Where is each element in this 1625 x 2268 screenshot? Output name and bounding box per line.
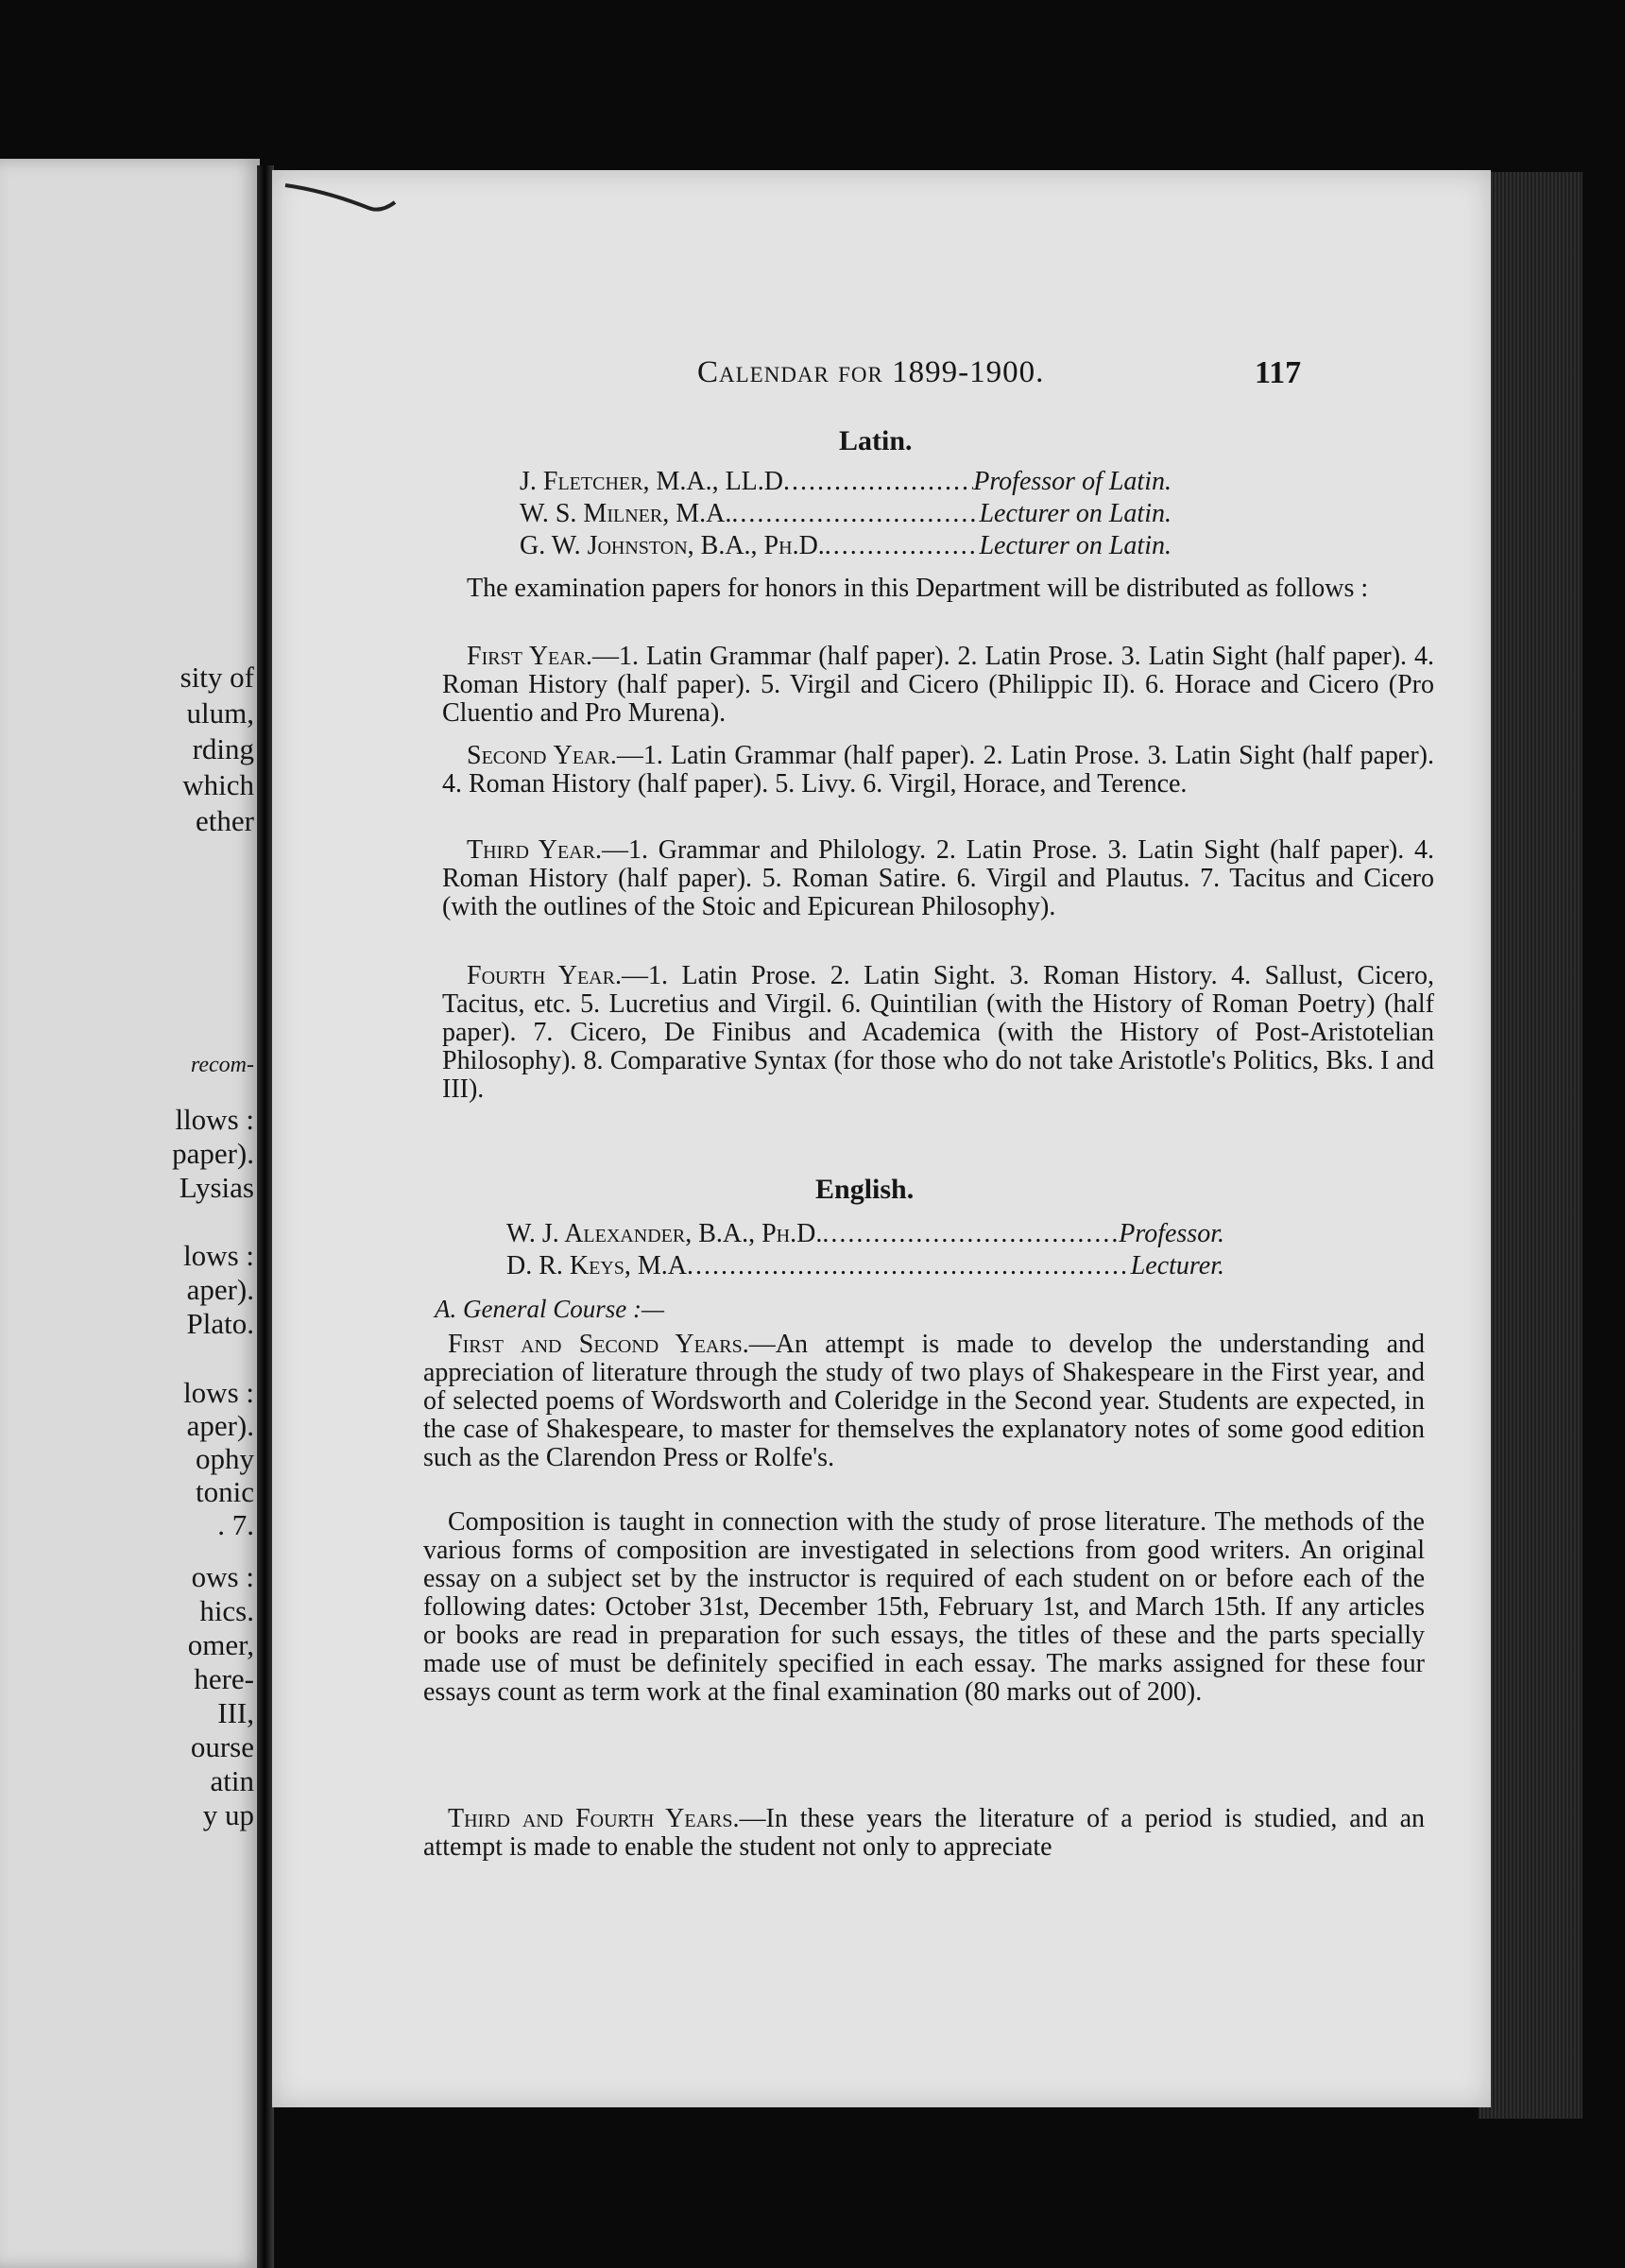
leader-dots (822, 1219, 1119, 1249)
latin-third-year (442, 836, 1434, 921)
english-section-title: English. (815, 1174, 915, 1205)
year-text: —1. Latin Grammar (half paper). 2. Latin Prose. 3. Latin Sight (half paper). 4. Roman History (half paper). 5. Livy. 6. Virgil, Horace, and Terence. (442, 741, 1435, 799)
document-page (272, 170, 1491, 2107)
staff-role: Professor of Latin. (973, 467, 1172, 496)
text-fragment: ether (196, 804, 254, 837)
staff-row (506, 1251, 1224, 1281)
text-fragment: here- (194, 1662, 254, 1695)
staff-role: Lecturer. (1130, 1251, 1224, 1280)
text-fragment: tonic (196, 1475, 254, 1508)
leader-dots (825, 531, 980, 561)
english-composition: Composition is taught in connection with the study of prose literature. The methods of the various forms of composition are investigated in selections from good writers. An original essay on a subject set by the instructor is required of each student on or before each of the following dates: October 31st, December 15th, February 1st, and March 15th. If any articles or books are read in preparation for such essays, the titles of these and the parts specially made use of must be definitely specified in each essay. The marks assigned for these four essays count as term work at the final examination (80 marks out of 200). (423, 1507, 1425, 1707)
paragraph-text: —An attempt is made to develop the understanding and appreciation of literature through the study of two plays of Shakespeare in the First year, and of selected poems of Wordsworth and Coleridge in the Second year. Students are expected, in the case of Shakespeare, to master for themselves the explanatory notes of some good edition such as the Clarendon Press or Rolfe's. (423, 1330, 1426, 1472)
leader-dots (783, 467, 973, 497)
year-text: —1. Grammar and Philology. 2. Latin Prose. 3. Latin Sight (half paper). 4. Roman History (half paper). 5. Roman Satire. 6. Virgil and Plautus. 7. Tacitus and Cicero (with the outlines of the Stoic and Epicurean Philosophy). (442, 835, 1434, 921)
staff-name: W. J. Alexander, B.A., Ph.D. (506, 1219, 823, 1248)
text-fragment: sity of (180, 661, 254, 694)
year-heading: Second Year. (467, 741, 617, 770)
running-head: Calendar for 1899-1900. (697, 355, 1045, 389)
english-third-fourth-years (423, 1805, 1425, 1862)
latin-fourth-year (442, 962, 1434, 1104)
page-edges (1479, 172, 1582, 2119)
facing-page-fragment (0, 159, 260, 2268)
text-fragment: which (182, 768, 254, 801)
text-fragment: ophy (196, 1442, 254, 1475)
staff-name: G. W. Johnston, B.A., Ph.D. (520, 531, 825, 560)
year-heading: Third Year. (467, 835, 602, 865)
text-fragment: III, (217, 1696, 254, 1729)
staff-row (520, 499, 1172, 529)
year-heading: Fourth Year. (467, 961, 622, 990)
staff-role: Lecturer on Latin. (979, 499, 1172, 528)
latin-second-year (442, 742, 1434, 799)
staff-role: Professor. (1119, 1219, 1224, 1248)
text-fragment: ulum, (186, 696, 254, 730)
text-fragment: atin (210, 1764, 254, 1797)
staff-name: J. Fletcher, M.A., LL.D (520, 467, 784, 496)
latin-first-year (442, 643, 1434, 728)
text-fragment: aper). (186, 1409, 254, 1442)
staff-name: W. S. Milner, M.A. (520, 499, 732, 528)
year-heading: First and Second Years. (448, 1330, 749, 1359)
text-fragment: Lysias (179, 1171, 254, 1204)
staff-row (506, 1219, 1224, 1249)
year-heading: First Year. (467, 642, 593, 671)
text-fragment: aper). (186, 1273, 254, 1306)
text-fragment: paper). (172, 1137, 254, 1170)
year-text: —1. Latin Prose. 2. Latin Sight. 3. Roman History. 4. Sallust, Cicero, Tacitus, etc. 5. Lucretius and Virgil. 6. Quintilian (with the History of Roman Poetry) (half paper). 7. Cicero, De Finibus and Academica (with the History of Post-Aristotelian Philosophy). 8. Comparative Syntax (for those who do not take Aristotle's Politics, Bks. I and III). (442, 961, 1434, 1104)
text-fragment: lows : (183, 1239, 254, 1272)
latin-section-title: Latin. (839, 425, 913, 456)
english-subhead: A. General Course :— (435, 1295, 664, 1323)
text-fragment: llows : (175, 1103, 254, 1136)
page-number: 117 (1255, 355, 1302, 390)
latin-intro: The examination papers for honors in this Department will be distributed as follows : (467, 574, 1369, 603)
text-fragment: y up (202, 1798, 254, 1831)
staff-name: D. R. Keys, M.A (506, 1251, 688, 1280)
leader-dots (687, 1251, 1131, 1281)
paragraph-text: —In these years the literature of a period is studied, and an attempt is made to enable the student not only to appreciate (423, 1804, 1426, 1862)
paper-curl-mark (283, 180, 406, 217)
staff-row (520, 467, 1172, 497)
text-fragment: Plato. (186, 1307, 254, 1340)
text-fragment: ows : (191, 1560, 254, 1593)
year-text: —1. Latin Grammar (half paper). 2. Latin Prose. 3. Latin Sight (half paper). 4. Roman History (half paper). 5. Virgil and Cicero (Philippic II). 6. Horace and Cicero (Pro Cluentio and Pro Murena). (442, 642, 1435, 728)
text-fragment: omer, (187, 1628, 254, 1661)
text-fragment: lows : (183, 1376, 254, 1409)
leader-dots (731, 499, 979, 529)
staff-role: Lecturer on Latin. (979, 531, 1172, 560)
text-fragment: recom- (190, 1053, 254, 1077)
text-fragment: ourse (190, 1730, 254, 1763)
year-heading: Third and Fourth Years. (448, 1804, 740, 1833)
text-fragment: hics. (199, 1594, 254, 1627)
text-fragment: . 7. (217, 1508, 254, 1541)
text-fragment: rding (192, 732, 254, 765)
english-first-second-years (423, 1331, 1425, 1472)
staff-row (520, 531, 1172, 561)
